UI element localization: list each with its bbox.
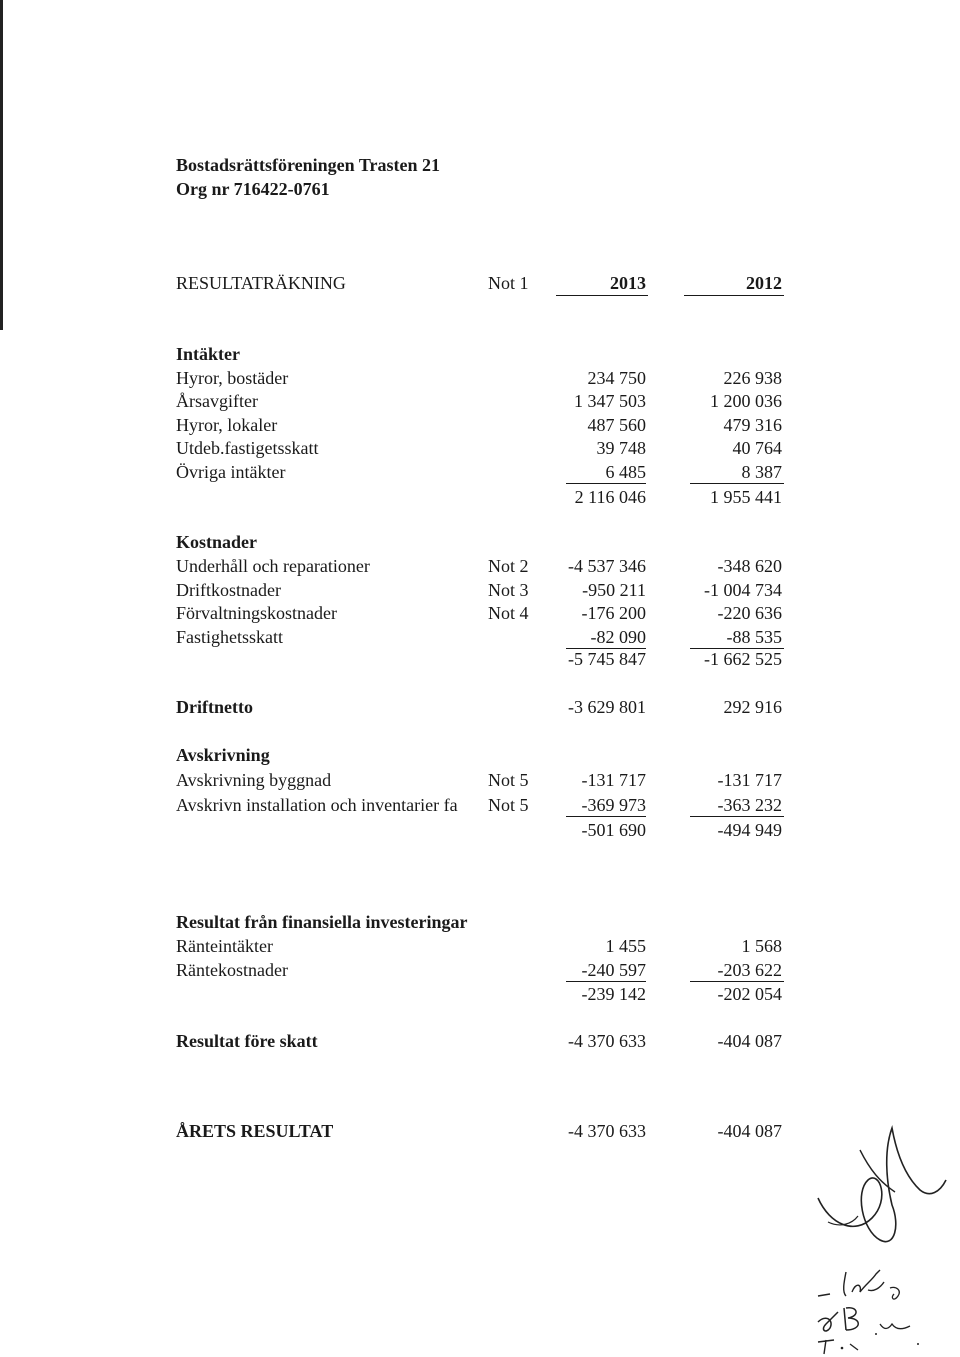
row-label: Underhåll och reparationer: [176, 556, 370, 576]
row-value-2012: 8 387: [741, 462, 782, 482]
subtotal-rule: [566, 981, 646, 982]
row-value-2013: 1 455: [605, 936, 646, 956]
driftnetto-2012: 292 916: [723, 697, 782, 717]
section-heading-intakter: Intäkter: [176, 344, 240, 364]
row-value-2013: -82 090: [590, 627, 646, 647]
row-note: Not 3: [488, 580, 529, 600]
row-value-2012: -1 004 734: [704, 580, 782, 600]
arets-resultat-2012: -404 087: [717, 1121, 782, 1141]
row-label: Hyror, bostäder: [176, 368, 289, 388]
subtotal-rule: [566, 483, 646, 484]
subtotal-2012: -1 662 525: [704, 649, 782, 669]
statement-title: RESULTATRÄKNING: [176, 273, 346, 293]
row-value-2013: 39 748: [596, 438, 646, 458]
subtotal-2012: 1 955 441: [710, 487, 782, 507]
row-value-2012: -88 535: [726, 627, 782, 647]
subtotal-rule: [690, 483, 784, 484]
org-name: Bostadsrättsföreningen Trasten 21: [176, 155, 441, 175]
row-label: Avskrivning byggnad: [176, 770, 332, 790]
row-label: Övriga intäkter: [176, 462, 286, 482]
row-value-2012: -220 636: [717, 603, 782, 623]
row-value-2012: 479 316: [723, 415, 782, 435]
row-value-2013: -131 717: [581, 770, 646, 790]
row-value-2012: 40 764: [732, 438, 782, 458]
subtotal-2013: -501 690: [581, 820, 646, 840]
row-value-2013: -369 973: [581, 795, 646, 815]
driftnetto-2013: -3 629 801: [568, 697, 646, 717]
section-heading-kostnader: Kostnader: [176, 532, 257, 552]
arets-resultat-2013: -4 370 633: [568, 1121, 646, 1141]
year-current: 2013: [610, 273, 646, 293]
row-label: Hyror, lokaler: [176, 415, 278, 435]
subtotal-2013: -239 142: [581, 984, 646, 1004]
row-label: Ränteintäkter: [176, 936, 273, 956]
row-value-2012: 1 568: [741, 936, 782, 956]
section-heading-finansiella: Resultat från finansiella investeringar: [176, 912, 468, 932]
subtotal-rule: [690, 816, 784, 817]
year-current-underline: [556, 295, 648, 296]
resultat-fore-skatt-2012: -404 087: [717, 1031, 782, 1051]
row-value-2013: -240 597: [581, 960, 646, 980]
handwritten-signature-1: [800, 1120, 950, 1255]
row-value-2013: 487 560: [587, 415, 646, 435]
subtotal-rule: [566, 816, 646, 817]
handwritten-initials-3: [808, 1300, 928, 1356]
row-label: Utdeb.fastigetsskatt: [176, 438, 319, 458]
row-value-2013: -950 211: [582, 580, 646, 600]
resultat-fore-skatt-label: Resultat före skatt: [176, 1031, 318, 1051]
row-label: Förvaltningskostnader: [176, 603, 337, 623]
row-value-2013: -176 200: [581, 603, 646, 623]
subtotal-rule: [690, 981, 784, 982]
driftnetto-label: Driftnetto: [176, 697, 253, 717]
row-value-2012: 1 200 036: [710, 391, 782, 411]
row-value-2013: 6 485: [605, 462, 646, 482]
row-value-2012: 226 938: [723, 368, 782, 388]
row-value-2012: -348 620: [717, 556, 782, 576]
row-value-2012: -363 232: [717, 795, 782, 815]
scan-edge: [0, 0, 3, 330]
row-note: Not 2: [488, 556, 529, 576]
row-note: Not 5: [488, 770, 529, 790]
row-label: Årsavgifter: [176, 391, 258, 411]
subtotal-2013: 2 116 046: [574, 487, 646, 507]
row-value-2013: 234 750: [587, 368, 646, 388]
subtotal-2012: -494 949: [717, 820, 782, 840]
row-label: Driftkostnader: [176, 580, 281, 600]
year-previous-underline: [684, 295, 784, 296]
subtotal-2012: -202 054: [717, 984, 782, 1004]
row-label: Räntekostnader: [176, 960, 288, 980]
subtotal-2013: -5 745 847: [568, 649, 646, 669]
row-label: Avskrivn installation och inventarier fa: [176, 795, 458, 815]
arets-resultat-label: ÅRETS RESULTAT: [176, 1121, 334, 1141]
org-number: Org nr 716422-0761: [176, 179, 330, 199]
row-value-2012: -131 717: [717, 770, 782, 790]
row-label: Fastighetsskatt: [176, 627, 283, 647]
row-value-2013: -4 537 346: [568, 556, 646, 576]
year-previous: 2012: [746, 273, 782, 293]
resultat-fore-skatt-2013: -4 370 633: [568, 1031, 646, 1051]
section-heading-avskrivning: Avskrivning: [176, 745, 270, 765]
row-value-2012: -203 622: [717, 960, 782, 980]
row-value-2013: 1 347 503: [574, 391, 646, 411]
row-note: Not 4: [488, 603, 529, 623]
note-ref: Not 1: [488, 273, 529, 293]
row-note: Not 5: [488, 795, 529, 815]
